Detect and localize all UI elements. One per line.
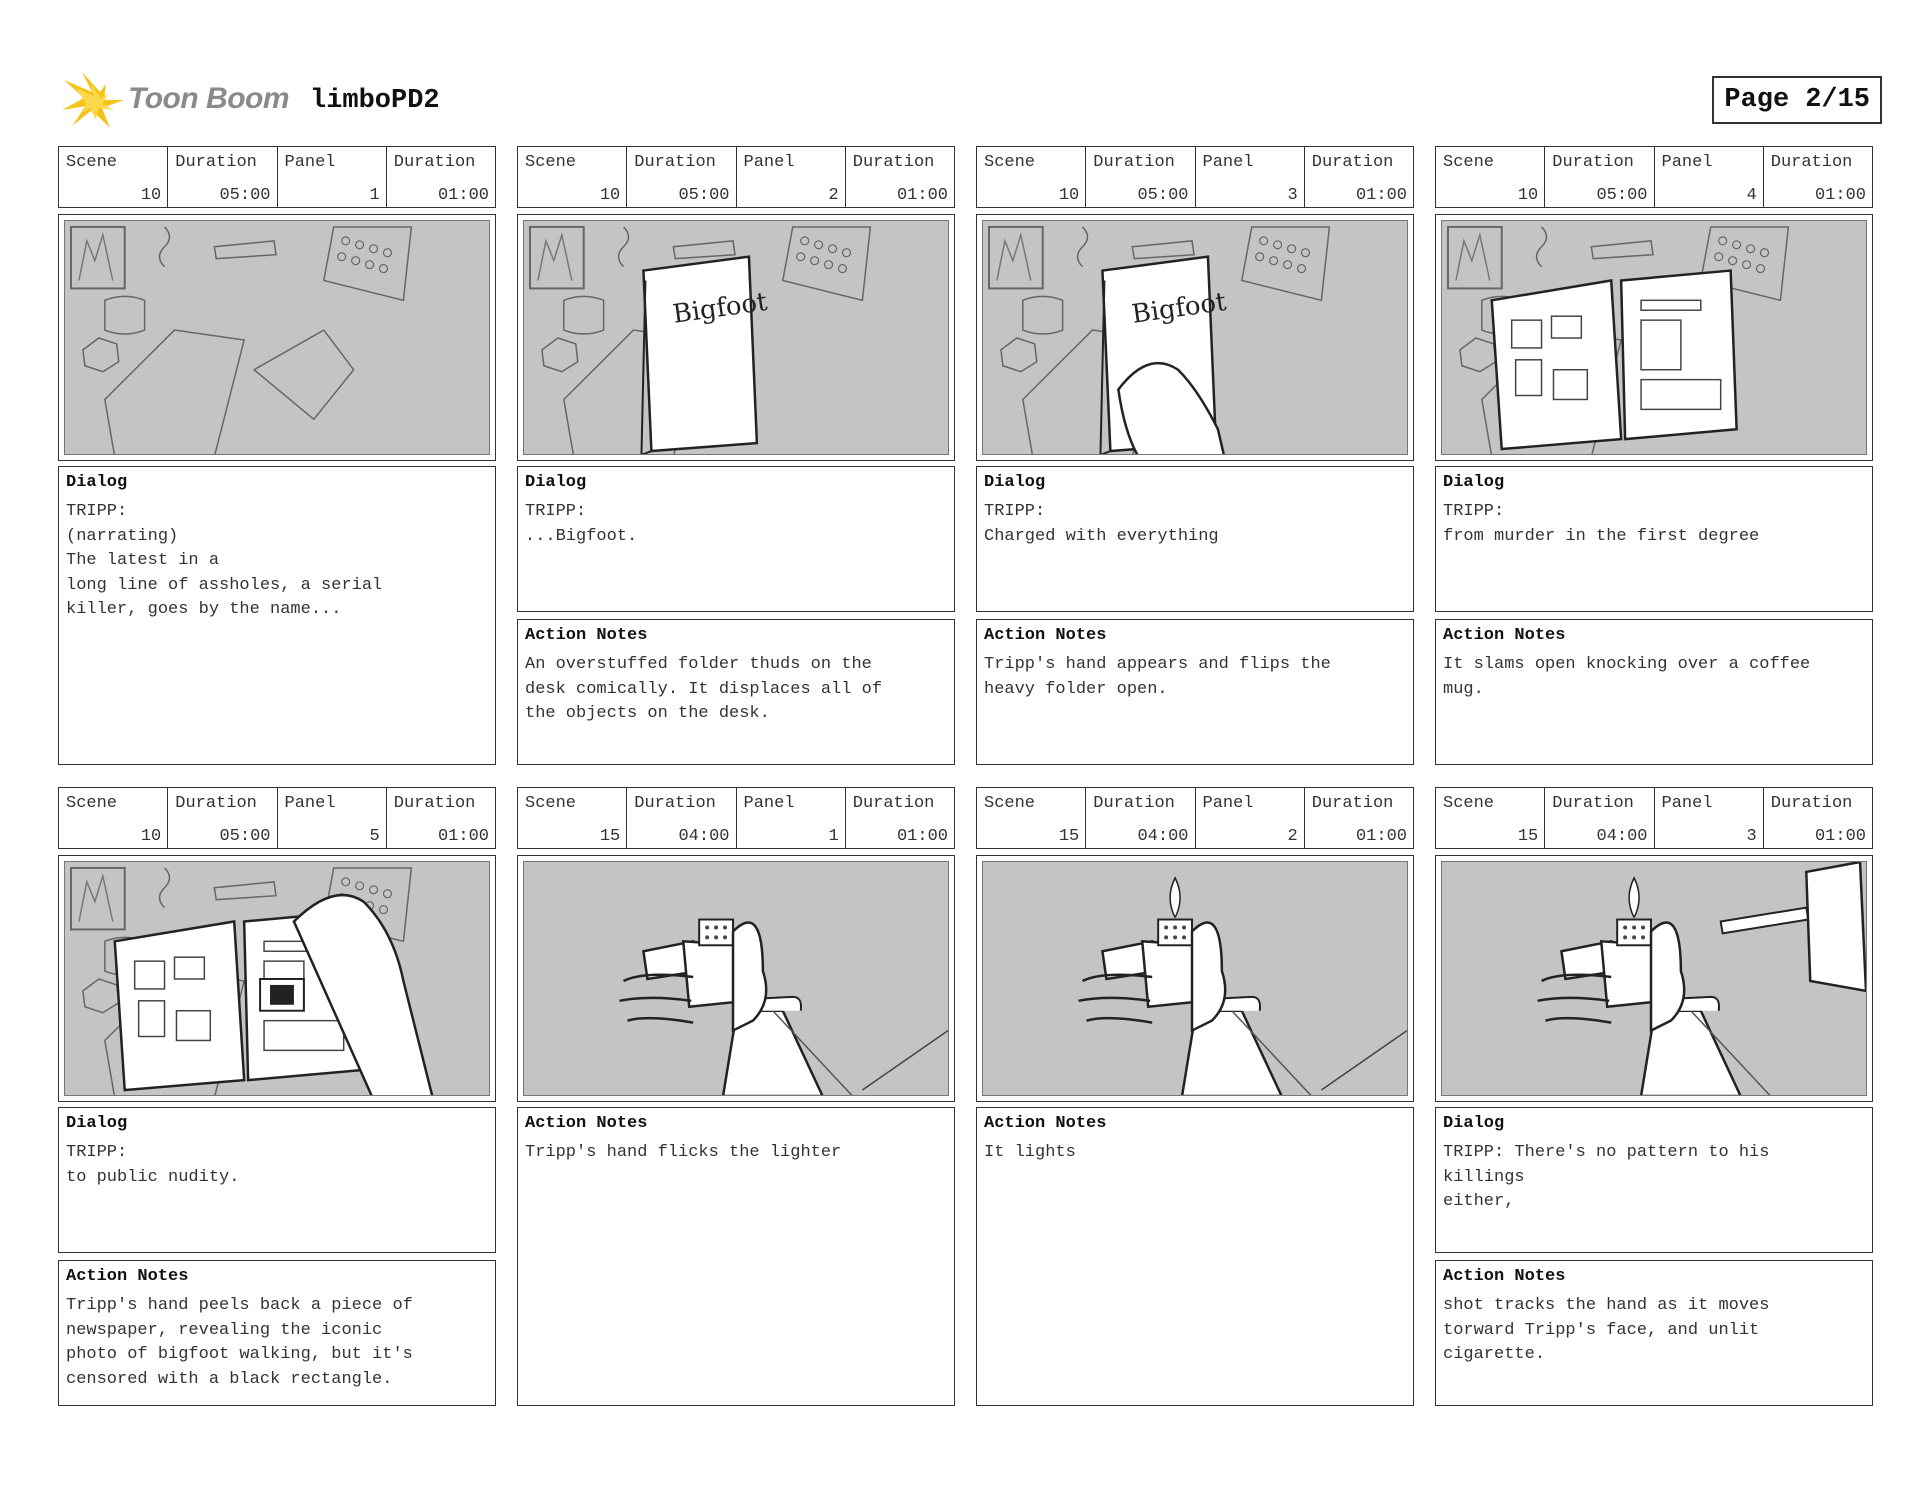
scene-label: Scene [1443, 794, 1495, 813]
page-label: Page [1724, 85, 1790, 115]
panel-frame [58, 214, 496, 461]
panel-number: 2 [828, 186, 839, 205]
panel-frame [1435, 214, 1873, 461]
panel-duration-cell [846, 788, 954, 848]
action-notes-box [517, 619, 955, 765]
sketch-drawing [524, 221, 948, 454]
panel-duration-cell [1764, 147, 1872, 207]
panel-label: Panel [284, 153, 336, 172]
scene-duration: 05:00 [1137, 186, 1189, 205]
scene-number: 10 [140, 827, 162, 846]
panel-info-bar [58, 146, 496, 208]
panel-label: Panel [743, 794, 795, 813]
scene-cell [977, 788, 1086, 848]
storyboard-header [62, 68, 1882, 136]
panel-duration-cell [1764, 788, 1872, 848]
scene-duration: 04:00 [678, 827, 730, 846]
dialog-text: TRIPP: Charged with everything [984, 502, 1219, 546]
scene-cell [59, 147, 168, 207]
panel-cell [737, 788, 846, 848]
scene-number: 15 [1058, 827, 1080, 846]
scene-cell [1436, 147, 1545, 207]
action-notes-box [1435, 1260, 1873, 1406]
action-notes-box [976, 619, 1414, 765]
panel-number: 4 [1746, 186, 1757, 205]
scene-cell [1436, 788, 1545, 848]
panel-frame [58, 855, 496, 1102]
dialog-text: TRIPP: There's no pattern to his killings either, [1443, 1143, 1770, 1211]
dialog-box [517, 466, 955, 612]
panel-info-bar [517, 787, 955, 849]
dialog-heading: Dialog [66, 1114, 128, 1133]
dialog-heading: Dialog [1443, 473, 1505, 492]
scene-duration-cell [1545, 788, 1654, 848]
action-notes-box [1435, 619, 1873, 765]
panel-label: Panel [284, 794, 336, 813]
scene-label: Scene [984, 153, 1036, 172]
panel-info-bar [1435, 146, 1873, 208]
scene-number: 10 [599, 186, 621, 205]
panel-duration-cell [1305, 788, 1413, 848]
panel-duration: 01:00 [1355, 186, 1407, 205]
action-notes-text: Tripp's hand flicks the lighter [525, 1143, 842, 1162]
scene-duration-cell [168, 147, 277, 207]
duration-label: Duration [852, 153, 935, 172]
starburst-icon [62, 70, 126, 132]
scene-cell [518, 147, 627, 207]
action-notes-text: It slams open knocking over a coffee mug. [1443, 655, 1811, 699]
duration-label: Duration [1770, 794, 1853, 813]
panel-label: Panel [1661, 794, 1713, 813]
duration-label: Duration [1552, 794, 1634, 813]
panel-number: 3 [1746, 827, 1757, 846]
panel-cell [1196, 788, 1305, 848]
dialog-text: TRIPP: (narrating) The latest in a long line of assholes, a serial killer, goes by the name... [66, 502, 383, 619]
scene-label: Scene [66, 153, 118, 172]
scene-duration: 05:00 [219, 827, 271, 846]
action-notes-heading: Action Notes [1443, 626, 1566, 645]
scene-duration-cell [627, 788, 736, 848]
page-indicator [1712, 76, 1882, 124]
sketch-image [64, 861, 490, 1096]
sketch-image [982, 220, 1408, 455]
scene-duration-cell [168, 788, 277, 848]
sketch-drawing [524, 862, 948, 1095]
panel-cell [1655, 147, 1764, 207]
sketch-image [523, 220, 949, 455]
dialog-heading: Dialog [984, 473, 1046, 492]
panel-label: Panel [1202, 794, 1254, 813]
svg-text:Bigfoot: Bigfoot [1129, 286, 1229, 330]
action-notes-text: shot tracks the hand as it moves torward Tripp's face, and unlit cigarette. [1443, 1296, 1770, 1364]
panel-info-bar [517, 146, 955, 208]
sketch-drawing [65, 862, 489, 1095]
panel-info-bar [976, 787, 1414, 849]
action-notes-heading: Action Notes [984, 626, 1107, 645]
duration-label: Duration [175, 794, 257, 813]
action-notes-box [58, 1260, 496, 1406]
duration-label: Duration [1552, 153, 1634, 172]
panel-label: Panel [743, 153, 795, 172]
duration-label: Duration [175, 153, 257, 172]
panel-cell [278, 147, 387, 207]
scene-cell [59, 788, 168, 848]
sketch-drawing [983, 862, 1407, 1095]
panel-duration: 01:00 [437, 827, 489, 846]
scene-duration-cell [1086, 788, 1195, 848]
dialog-box [58, 1107, 496, 1253]
scene-cell [518, 788, 627, 848]
scene-label: Scene [525, 153, 577, 172]
action-notes-text: Tripp's hand peels back a piece of newspaper, revealing the iconic photo of bigfoot walking, but it's censored with a black rectangle. [66, 1296, 413, 1389]
scene-duration: 05:00 [678, 186, 730, 205]
duration-label: Duration [634, 794, 716, 813]
page-number: 2/15 [1805, 85, 1870, 115]
duration-label: Duration [1093, 153, 1175, 172]
sketch-image [523, 861, 949, 1096]
action-notes-heading: Action Notes [66, 1267, 189, 1286]
sketch-drawing [65, 221, 489, 454]
panel-duration: 01:00 [896, 827, 948, 846]
scene-duration: 05:00 [219, 186, 271, 205]
panel-frame [976, 855, 1414, 1102]
scene-cell [977, 147, 1086, 207]
dialog-heading: Dialog [1443, 1114, 1505, 1133]
action-notes-heading: Action Notes [525, 626, 648, 645]
scene-duration-cell [1545, 147, 1654, 207]
scene-label: Scene [525, 794, 577, 813]
dialog-heading: Dialog [525, 473, 587, 492]
scene-number: 15 [599, 827, 621, 846]
panel-duration: 01:00 [1355, 827, 1407, 846]
panel-frame [517, 214, 955, 461]
panel-duration: 01:00 [896, 186, 948, 205]
panel-number: 1 [369, 186, 380, 205]
panel-duration: 01:00 [1814, 827, 1866, 846]
panel-duration: 01:00 [1814, 186, 1866, 205]
action-notes-heading: Action Notes [1443, 1267, 1566, 1286]
duration-label: Duration [393, 794, 476, 813]
scene-number: 10 [1517, 186, 1539, 205]
scene-duration-cell [627, 147, 736, 207]
dialog-text: TRIPP: to public nudity. [66, 1143, 240, 1187]
duration-label: Duration [1770, 153, 1853, 172]
dialog-box [58, 466, 496, 765]
svg-text:Bigfoot: Bigfoot [670, 286, 770, 330]
action-notes-box [976, 1107, 1414, 1406]
panel-number: 5 [369, 827, 380, 846]
duration-label: Duration [1093, 794, 1175, 813]
dialog-text: TRIPP: ...Bigfoot. [525, 502, 638, 546]
panel-duration: 01:00 [437, 186, 489, 205]
duration-label: Duration [852, 794, 935, 813]
panel-duration-cell [387, 788, 495, 848]
panel-duration-cell [387, 147, 495, 207]
sketch-image [1441, 220, 1867, 455]
scene-number: 10 [1058, 186, 1080, 205]
panel-number: 2 [1287, 827, 1298, 846]
sketch-drawing [983, 221, 1407, 454]
panel-label: Panel [1661, 153, 1713, 172]
panel-label: Panel [1202, 153, 1254, 172]
panel-info-bar [1435, 787, 1873, 849]
duration-label: Duration [393, 153, 476, 172]
scene-duration-cell [1086, 147, 1195, 207]
panel-frame [1435, 855, 1873, 1102]
duration-label: Duration [634, 153, 716, 172]
scene-number: 15 [1517, 827, 1539, 846]
panel-cell [278, 788, 387, 848]
scene-duration: 05:00 [1596, 186, 1648, 205]
logo-text: Toon Boom [128, 82, 290, 115]
panel-info-bar [58, 787, 496, 849]
panel-frame [976, 214, 1414, 461]
scene-label: Scene [1443, 153, 1495, 172]
duration-label: Duration [1311, 794, 1394, 813]
dialog-box [976, 466, 1414, 612]
panel-number: 1 [828, 827, 839, 846]
action-notes-text: It lights [984, 1143, 1076, 1162]
toon-boom-logo [62, 68, 292, 136]
duration-label: Duration [1311, 153, 1394, 172]
panel-cell [1196, 147, 1305, 207]
action-notes-box [517, 1107, 955, 1406]
panel-cell [1655, 788, 1764, 848]
scene-number: 10 [140, 186, 162, 205]
scene-label: Scene [66, 794, 118, 813]
dialog-heading: Dialog [66, 473, 128, 492]
action-notes-heading: Action Notes [525, 1114, 648, 1133]
action-notes-text: Tripp's hand appears and flips the heavy folder open. [984, 655, 1331, 699]
sketch-image [982, 861, 1408, 1096]
panel-number: 3 [1287, 186, 1298, 205]
dialog-box [1435, 466, 1873, 612]
sketch-image [64, 220, 490, 455]
panel-info-bar [976, 146, 1414, 208]
scene-duration: 04:00 [1137, 827, 1189, 846]
dialog-box [1435, 1107, 1873, 1253]
panel-cell [737, 147, 846, 207]
panel-frame [517, 855, 955, 1102]
action-notes-heading: Action Notes [984, 1114, 1107, 1133]
project-title: limboPD2 [310, 86, 440, 116]
dialog-text: TRIPP: from murder in the first degree [1443, 502, 1760, 546]
sketch-drawing [1442, 221, 1866, 454]
action-notes-text: An overstuffed folder thuds on the desk comically. It displaces all of the objects on the desk. [525, 655, 883, 723]
sketch-image [1441, 861, 1867, 1096]
sketch-drawing [1442, 862, 1866, 1095]
panel-duration-cell [846, 147, 954, 207]
panel-duration-cell [1305, 147, 1413, 207]
scene-label: Scene [984, 794, 1036, 813]
scene-duration: 04:00 [1596, 827, 1648, 846]
